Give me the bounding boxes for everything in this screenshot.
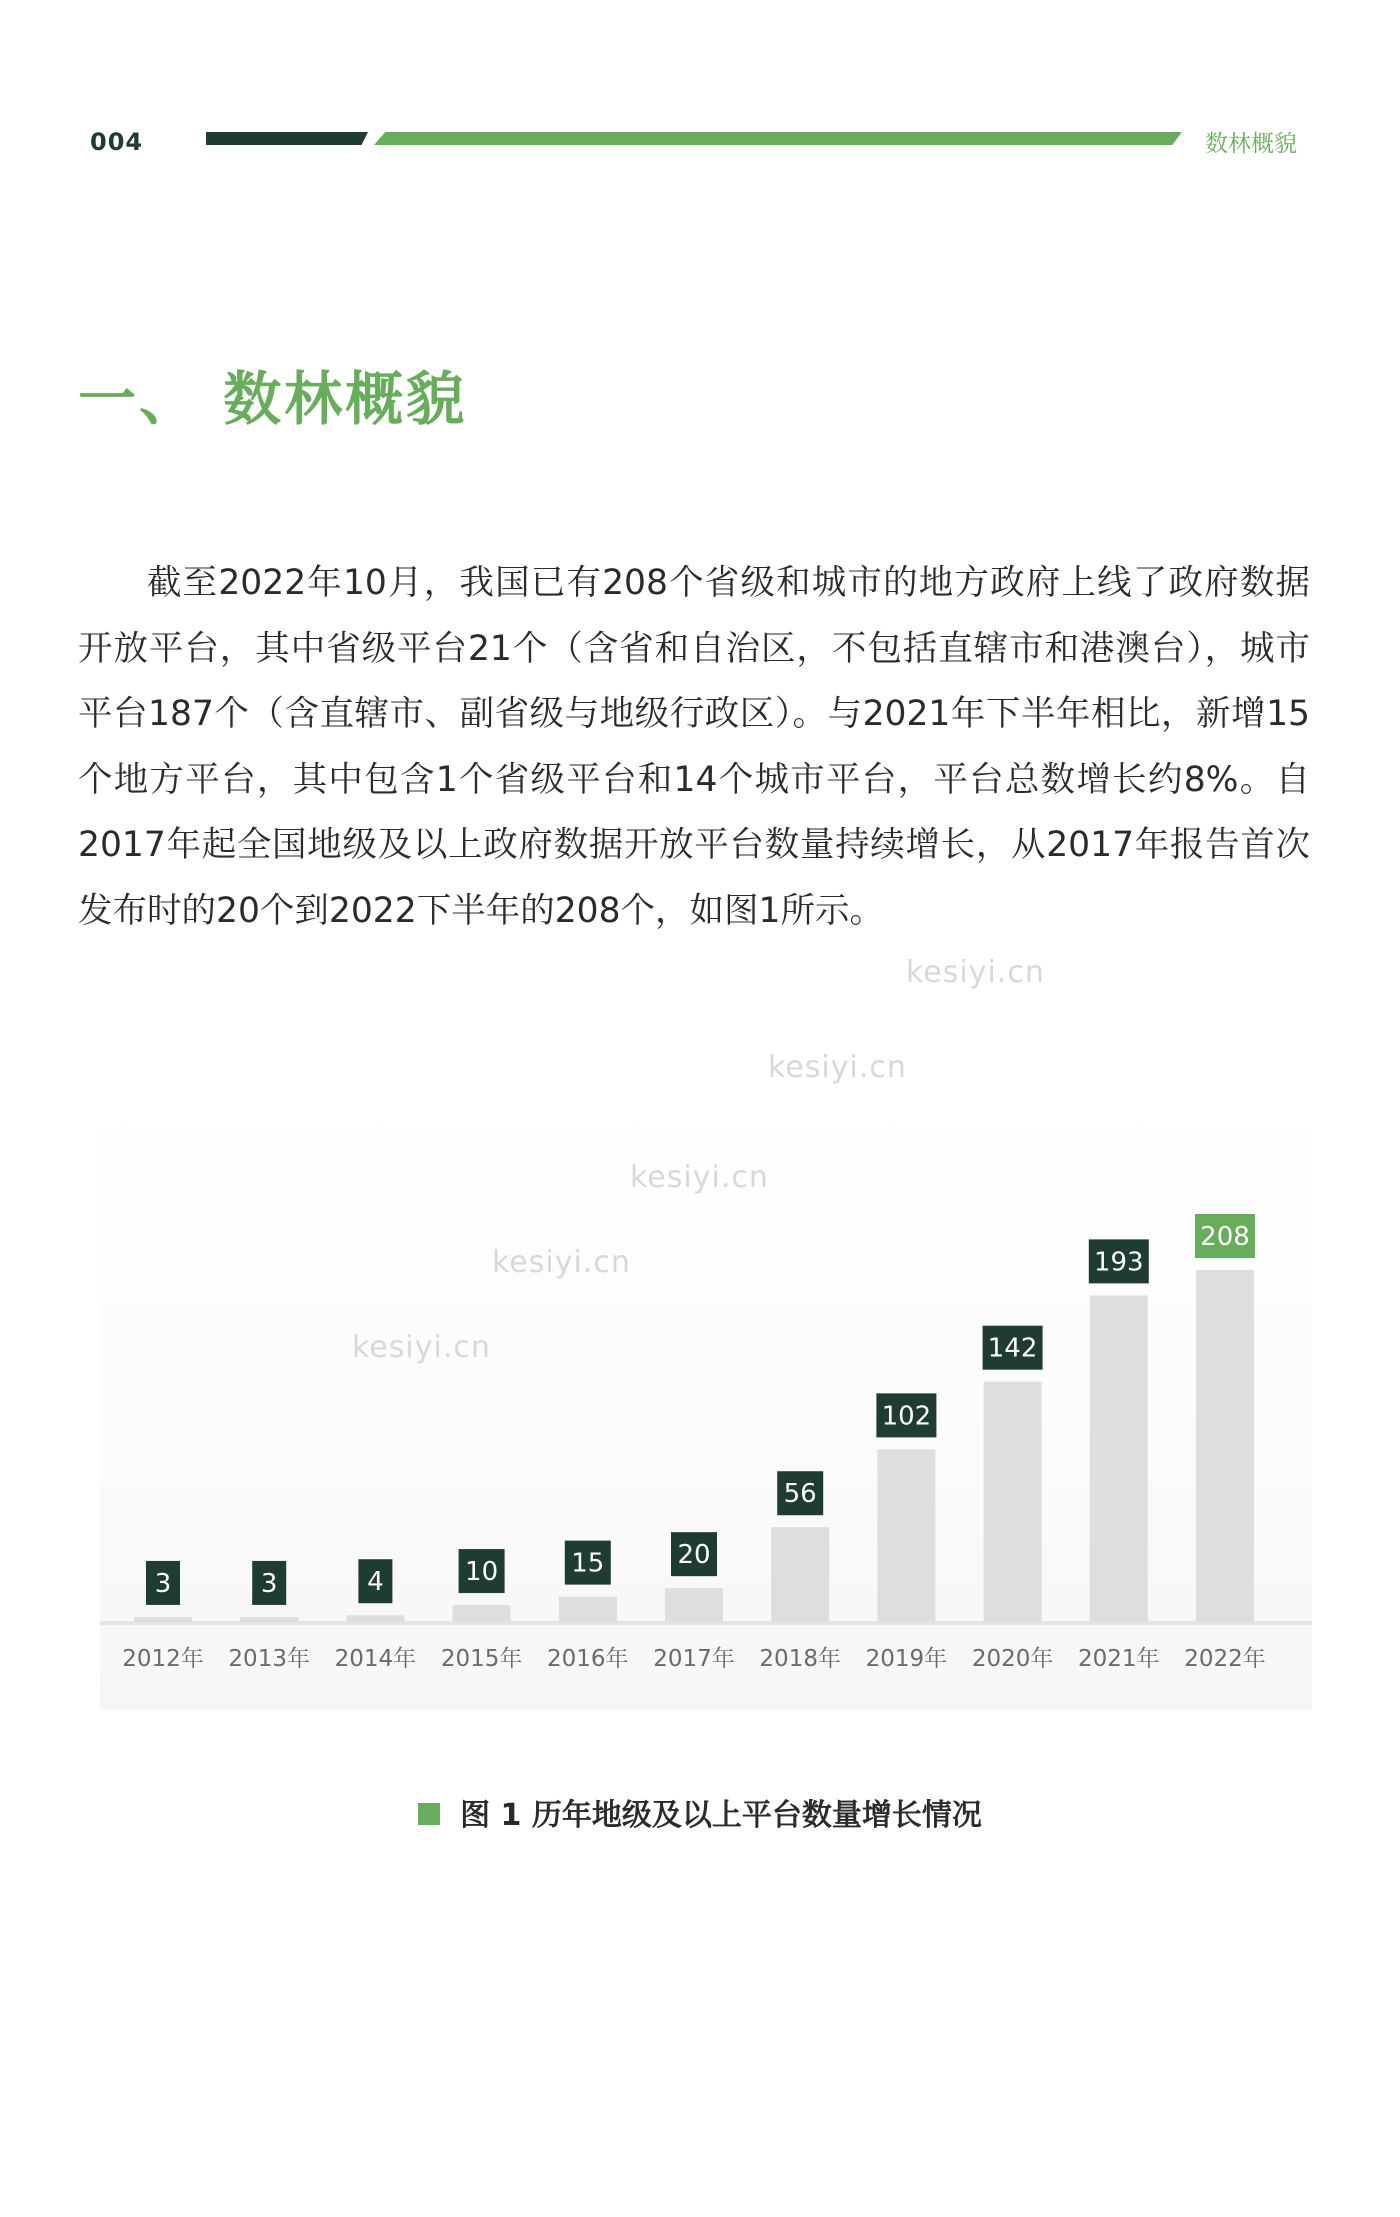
x-tick-label: 2014年 <box>334 1646 417 1672</box>
chart-bar <box>1090 1295 1148 1622</box>
header-rule-green <box>374 132 1182 145</box>
body-paragraph: 截至2022年10月，我国已有208个省级和城市的地方政府上线了政府数据开放平台，其中省级平台21个（含省和自治区，不包括直辖市和港澳台），城市平台187个（含直辖市、副省级与地级行政区）。与2021年下半年相比，新增15个地方平台，其中包含1个省级平台和14个城市平台，平台总数增长约8%。自2017年起全国地级及以上政府数据开放平台数量持续增长，从2017年报告首次发布时的20个到2022下半年的208个，如图1所示。 <box>78 563 1310 931</box>
caption-marker-icon <box>418 1803 440 1825</box>
chart-bar <box>453 1605 511 1622</box>
x-tick-label: 2020年 <box>971 1646 1054 1672</box>
data-label: 102 <box>881 1401 932 1432</box>
watermark-text: kesiyi.cn <box>906 955 1045 990</box>
chart-bar <box>771 1527 829 1622</box>
chart-bar <box>134 1617 192 1622</box>
x-tick-label: 2019年 <box>865 1646 948 1672</box>
bar-chart <box>100 1090 1312 1710</box>
data-label: 3 <box>154 1568 172 1599</box>
chart-bar <box>984 1382 1042 1622</box>
x-tick-label: 2018年 <box>759 1646 841 1672</box>
chart-bar <box>240 1617 298 1622</box>
data-label: 15 <box>571 1548 605 1579</box>
data-label: 4 <box>367 1567 384 1598</box>
chart-bar <box>1196 1270 1254 1622</box>
figure-caption <box>0 1790 1400 1834</box>
header-rule-dark <box>206 132 368 145</box>
watermark-text: kesiyi.cn <box>768 1050 907 1085</box>
data-label: 3 <box>260 1568 278 1599</box>
chart-bar <box>877 1449 935 1622</box>
data-label: 208 <box>1200 1222 1250 1252</box>
data-label: 10 <box>465 1557 499 1588</box>
x-tick-label: 2017年 <box>653 1646 735 1672</box>
x-tick-label: 2016年 <box>547 1646 629 1672</box>
chart-bar <box>346 1615 404 1622</box>
x-tick-label: 2015年 <box>440 1646 523 1672</box>
x-tick-label: 2012年 <box>122 1646 204 1672</box>
chart-bar <box>559 1597 617 1622</box>
x-tick-label: 2013年 <box>228 1646 310 1672</box>
data-label: 193 <box>1093 1247 1144 1278</box>
x-tick-label: 2022年 <box>1184 1646 1266 1672</box>
running-head: 数林概貌 <box>1205 131 1297 157</box>
data-label: 20 <box>677 1540 711 1571</box>
chart-bar <box>665 1588 723 1622</box>
figure-caption-text: 图 1 历年地级及以上平台数量增长情况 <box>460 1798 982 1833</box>
section-title: 一、 数林概貌 <box>78 365 468 433</box>
page-number: 004 <box>90 128 144 156</box>
data-label: 56 <box>783 1479 817 1510</box>
watermark-text: kesiyi.cn <box>630 1160 769 1195</box>
watermark-text: kesiyi.cn <box>492 1245 631 1280</box>
watermark-text: kesiyi.cn <box>352 1330 491 1365</box>
x-tick-label: 2021年 <box>1078 1646 1160 1672</box>
data-label: 142 <box>987 1333 1038 1364</box>
